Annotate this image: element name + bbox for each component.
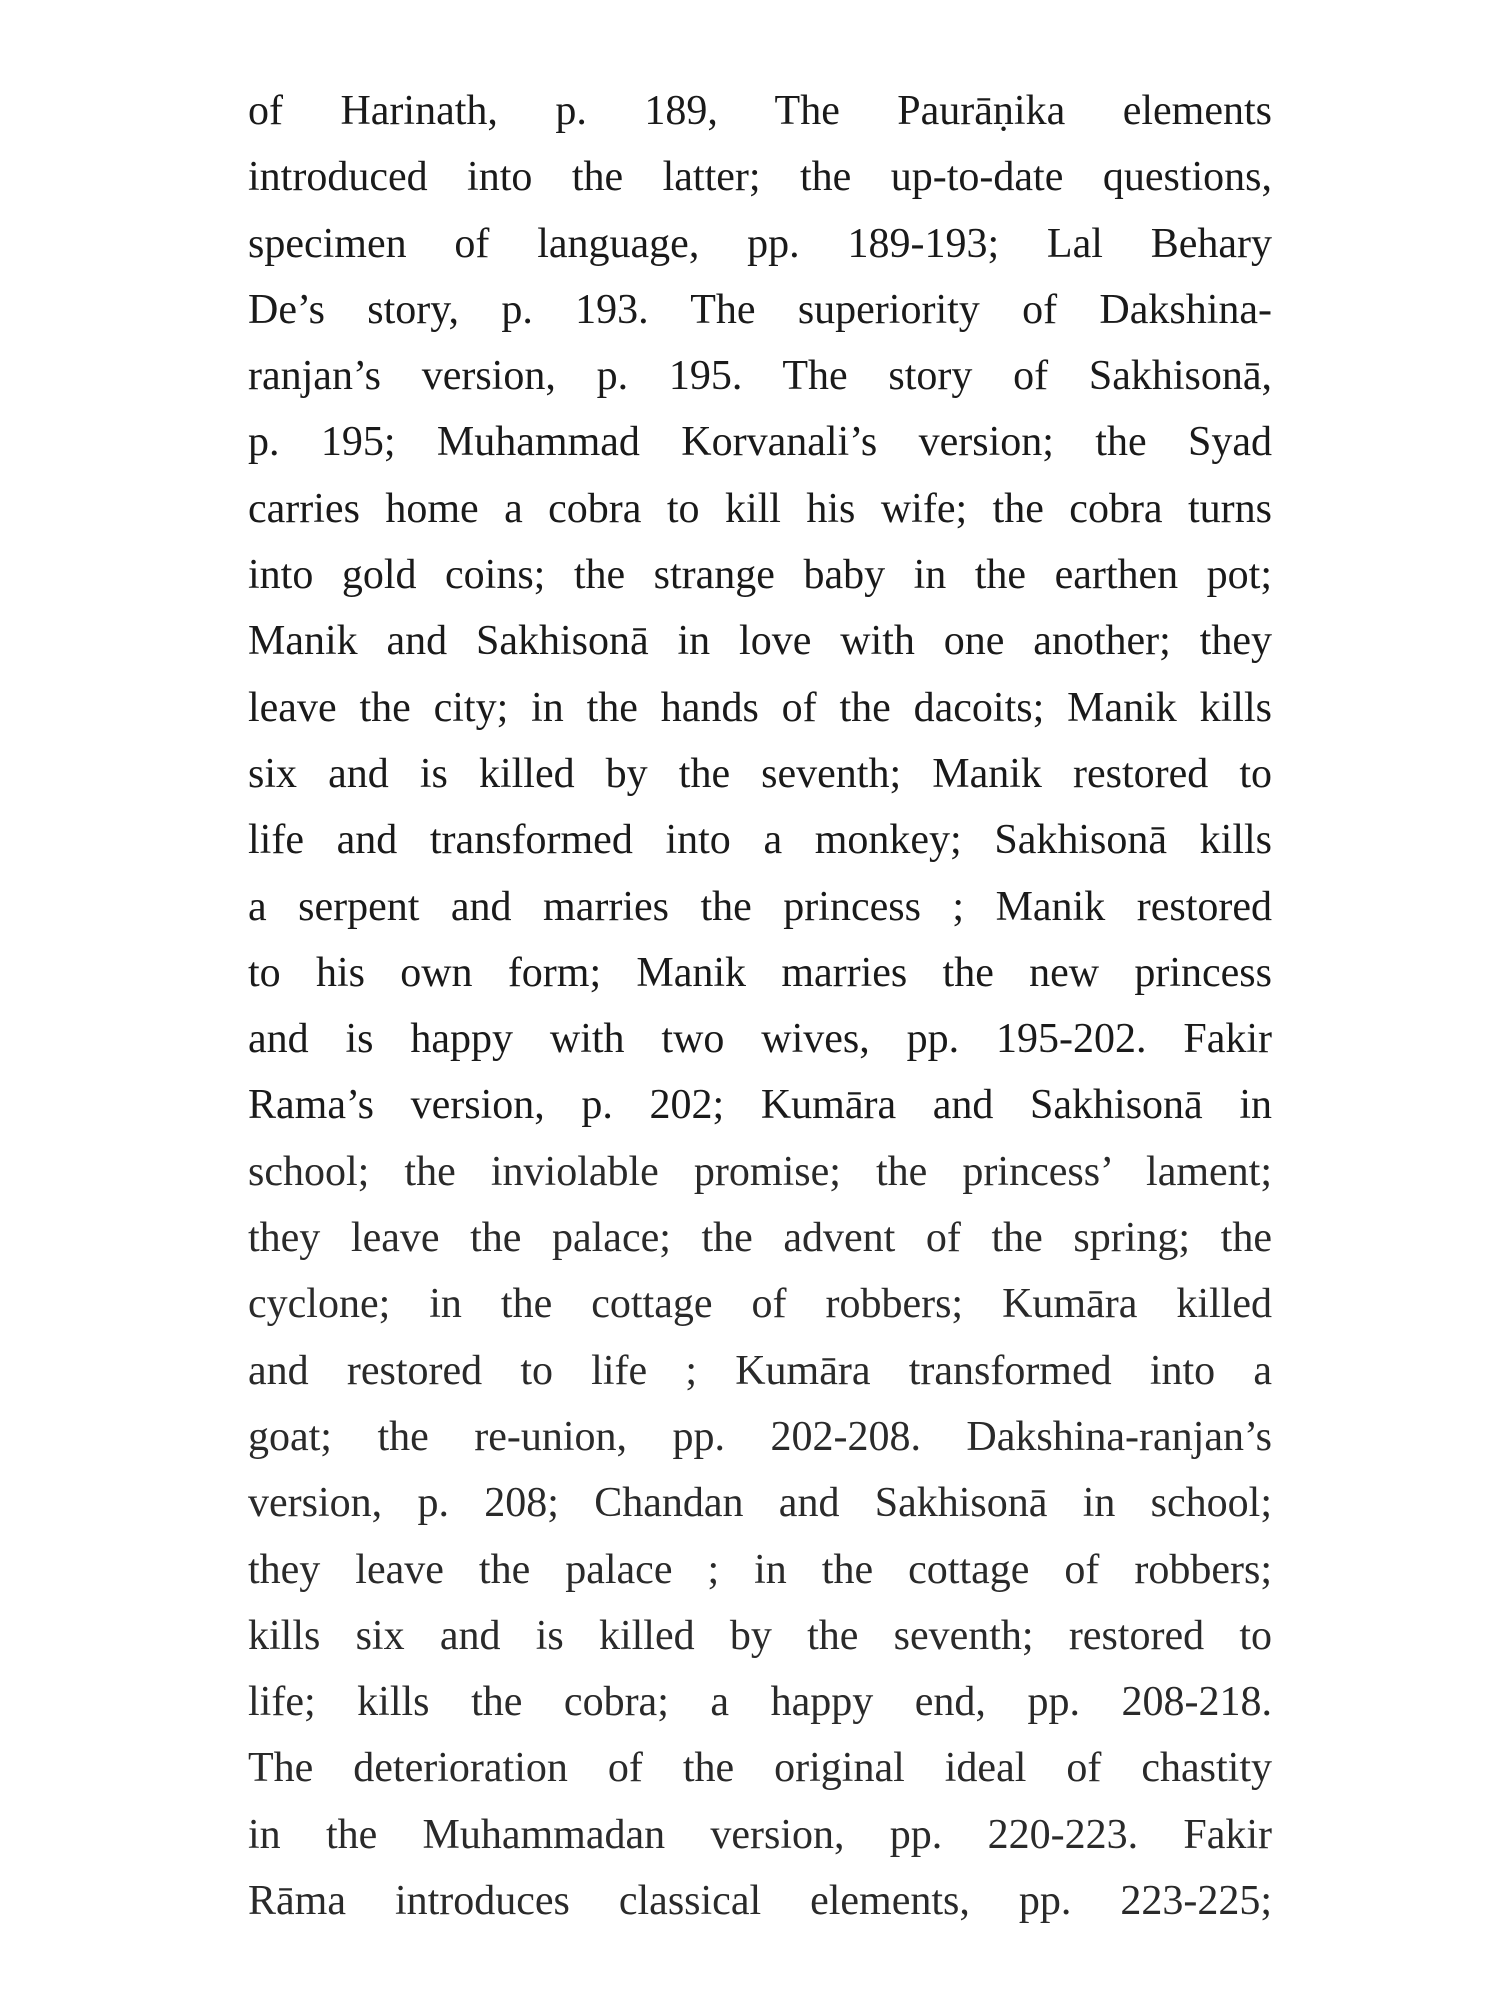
text-line-2: introduced into the latter; the up-to-date questions, <box>248 154 1272 201</box>
text-line-8: into gold coins; the strange baby in the earthen pot; <box>248 552 1272 599</box>
text-line-15: and is happy with two wives, pp. 195-202. Fakir <box>248 1016 1272 1063</box>
text-line-12: life and transformed into a monkey; Sakhisonā kills <box>248 817 1272 864</box>
text-line-6: p. 195; Muhammad Korvanali’s version; the Syad <box>248 419 1272 466</box>
text-line-1: of Harinath, p. 189, The Paurāṇika elements <box>248 88 1272 134</box>
text-line-26: The deterioration of the original ideal of chastity <box>248 1745 1272 1792</box>
text-line-13: a serpent and marries the princess ; Manik restored <box>248 883 1272 930</box>
text-line-18: they leave the palace; the advent of the spring; the <box>248 1215 1272 1262</box>
text-line-9: Manik and Sakhisonā in love with one another; they <box>248 618 1272 665</box>
text-line-19: cyclone; in the cottage of robbers; Kumāra killed <box>248 1281 1272 1328</box>
text-line-10: leave the city; in the hands of the dacoits; Manik kills <box>248 684 1272 731</box>
text-line-14: to his own form; Manik marries the new princess <box>248 949 1272 996</box>
text-line-23: they leave the palace ; in the cottage of robbers; <box>248 1546 1272 1593</box>
text-line-5: ranjan’s version, p. 195. The story of Sakhisonā, <box>248 353 1272 400</box>
text-line-3: specimen of language, pp. 189-193; Lal Behary <box>248 220 1272 267</box>
text-line-4: De’s story, p. 193. The superiority of Dakshina- <box>248 286 1272 333</box>
text-line-24: kills six and is killed by the seventh; restored to <box>248 1612 1272 1659</box>
text-line-25: life; kills the cobra; a happy end, pp. 208-218. <box>248 1679 1272 1726</box>
text-line-28: Rāma introduces classical elements, pp. 223-225; <box>248 1878 1272 1925</box>
text-line-27: in the Muhammadan version, pp. 220-223. Fakir <box>248 1811 1272 1858</box>
text-line-22: version, p. 208; Chandan and Sakhisonā in school; <box>248 1480 1272 1527</box>
page-body <box>248 78 1272 1938</box>
text-line-7: carries home a cobra to kill his wife; the cobra turns <box>248 485 1272 532</box>
text-line-20: and restored to life ; Kumāra transformed into a <box>248 1347 1272 1394</box>
text-line-17: school; the inviolable promise; the princess’ lament; <box>248 1148 1272 1195</box>
text-line-16: Rama’s version, p. 202; Kumāra and Sakhisonā in <box>248 1082 1272 1129</box>
text-line-11: six and is killed by the seventh; Manik restored to <box>248 750 1272 797</box>
text-line-21: goat; the re-union, pp. 202-208. Dakshina-ranjan’s <box>248 1413 1272 1460</box>
